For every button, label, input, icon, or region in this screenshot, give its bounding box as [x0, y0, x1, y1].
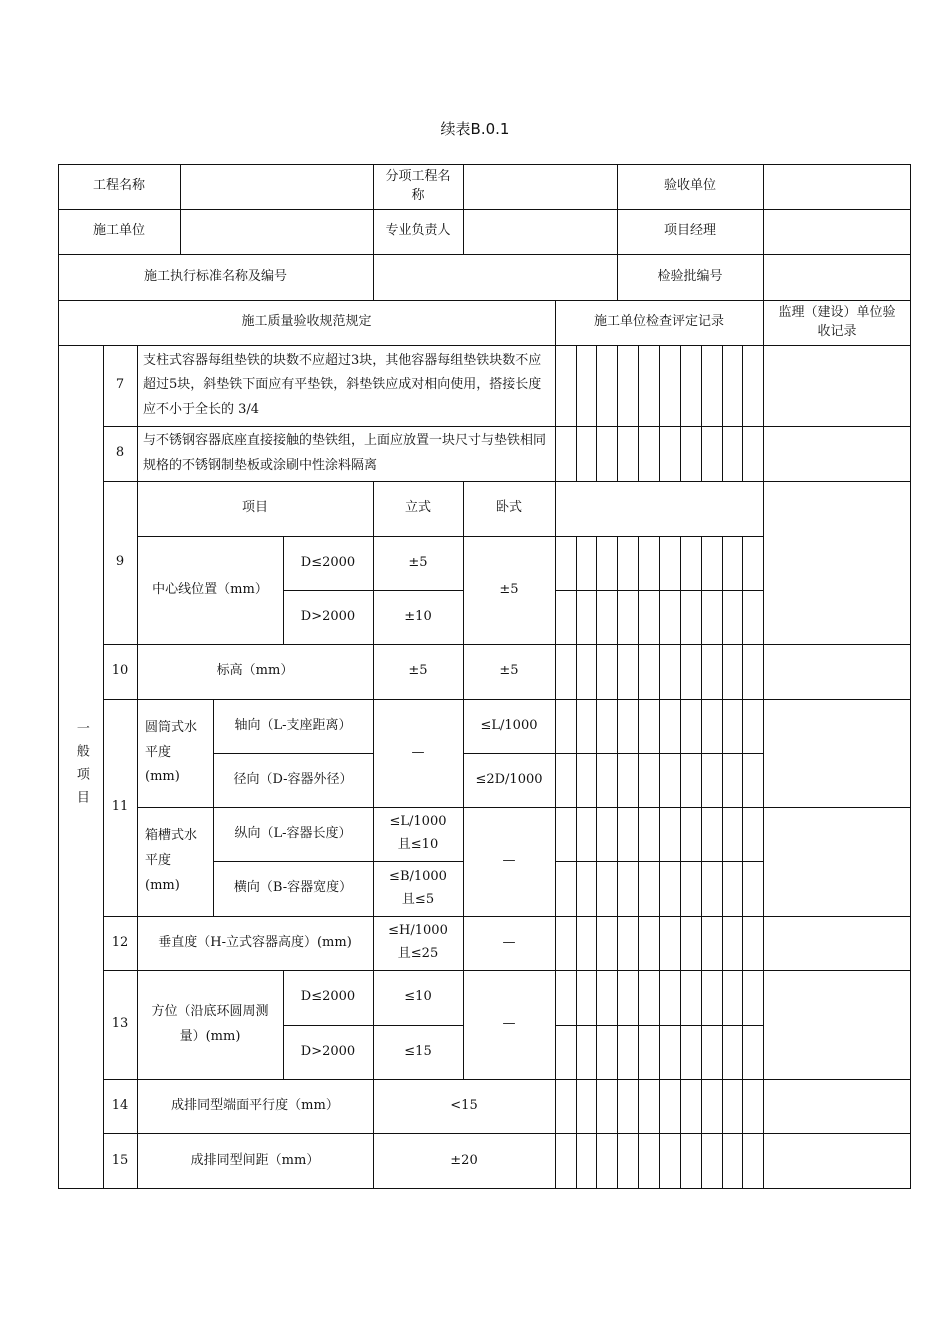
check-record-label: 施工单位检查评定记录	[593, 314, 724, 330]
item-9-name: 中心线位置（mm）	[152, 581, 268, 597]
item-13-horizontal-value: —	[502, 1016, 516, 1032]
item-13-no: 13	[111, 1016, 129, 1032]
item-8-no: 8	[115, 445, 125, 461]
item-11-axial-horizontal: ≤L/1000	[480, 717, 538, 733]
item-9-col-item: 项目	[241, 500, 268, 516]
item-12-vertical-value: ≤H/1000且≤25	[388, 923, 448, 961]
item-7-no: 7	[115, 377, 125, 393]
item-13-name: 方位（沿底环圆周测量）(mm)	[151, 1003, 269, 1044]
item-11-group-2-horizontal: —	[502, 853, 516, 869]
item-11-radial: 径向（D-容器外径）	[233, 771, 353, 787]
section-label-cell	[58, 345, 103, 1189]
item-9-col-horizontal: 卧式	[495, 500, 522, 516]
item-9-r1-cond: D≤2000	[300, 554, 356, 570]
form-title: 续表B.0.1	[440, 120, 510, 138]
item-12-horizontal-value: —	[502, 934, 516, 950]
item-11-group-2: 箱槽式水平度(mm)	[145, 828, 198, 893]
inspection-table	[58, 164, 911, 1189]
item-11-radial-horizontal: ≤2D/1000	[475, 771, 543, 787]
item-8-text: 与不锈钢容器底座直接接触的垫铁组，上面应放置一块尺寸与垫铁相同规格的不锈钢制垫板或涂刷中性涂料隔离	[143, 433, 547, 473]
item-11-axial: 轴向（L-支座距离）	[234, 717, 352, 733]
section-label: 一般项目	[73, 721, 89, 813]
item-13-r2-value: ≤15	[404, 1043, 432, 1059]
item-9-no: 9	[115, 554, 125, 570]
item-11-longitudinal-vertical: ≤L/1000且≤10	[389, 814, 447, 852]
item-11-group-1: 圆筒式水平度(mm)	[145, 719, 198, 785]
item-10-name: 标高（mm）	[216, 663, 294, 679]
project-manager-label: 项目经理	[663, 223, 716, 239]
item-12-no: 12	[111, 934, 129, 950]
item-11-longitudinal: 纵向（L-容器长度）	[234, 825, 352, 841]
item-10-vertical-value: ±5	[408, 663, 428, 679]
item-14-value: <15	[450, 1097, 478, 1113]
spec-label: 施工质量验收规范规定	[241, 314, 372, 330]
item-13-r2-cond: D>2000	[300, 1043, 356, 1059]
supervision-label: 监理（建设）单位验收记录	[778, 305, 896, 339]
item-10-no: 10	[111, 663, 129, 679]
item-14-no: 14	[111, 1097, 129, 1113]
standard-label: 施工执行标准名称及编号	[143, 268, 287, 284]
item-14-name: 成排同型端面平行度（mm）	[171, 1097, 339, 1113]
item-9-col-vertical: 立式	[404, 500, 431, 516]
item-11-no: 11	[111, 799, 129, 815]
construction-unit-label: 施工单位	[92, 223, 145, 239]
item-13-r1-cond: D≤2000	[300, 989, 356, 1005]
acceptance-unit-label: 验收单位	[663, 178, 716, 194]
sub-project-label: 分项工程名称	[385, 168, 451, 203]
project-name-label: 工程名称	[92, 178, 145, 194]
item-12-name: 垂直度（H-立式容器高度）(mm)	[158, 934, 352, 950]
batch-no-label: 检验批编号	[657, 268, 723, 284]
item-9-horizontal-value: ±5	[499, 581, 519, 597]
item-9-r2-cond: D>2000	[300, 608, 356, 624]
professional-lead-label: 专业负责人	[385, 223, 451, 239]
item-7-text: 支柱式容器每组垫铁的块数不应超过3块，其他容器每组垫铁块数不应超过5块，斜垫铁下面应有平垫铁，斜垫铁应成对相向使用，搭接长度应不小于全长的 3/4	[143, 353, 542, 417]
item-15-value: ±20	[450, 1152, 478, 1168]
item-11-transverse-vertical: ≤B/1000且≤5	[389, 868, 447, 907]
item-10-horizontal-value: ±5	[499, 663, 519, 679]
item-11-group-1-vertical: —	[411, 744, 425, 760]
item-9-r1-value: ±5	[408, 554, 428, 570]
item-15-name: 成排同型间距（mm）	[190, 1152, 320, 1168]
item-15-no: 15	[111, 1152, 129, 1168]
item-13-r1-value: ≤10	[404, 989, 432, 1005]
item-9-r2-value: ±10	[404, 608, 432, 624]
item-11-transverse: 横向（B-容器宽度）	[233, 880, 353, 896]
